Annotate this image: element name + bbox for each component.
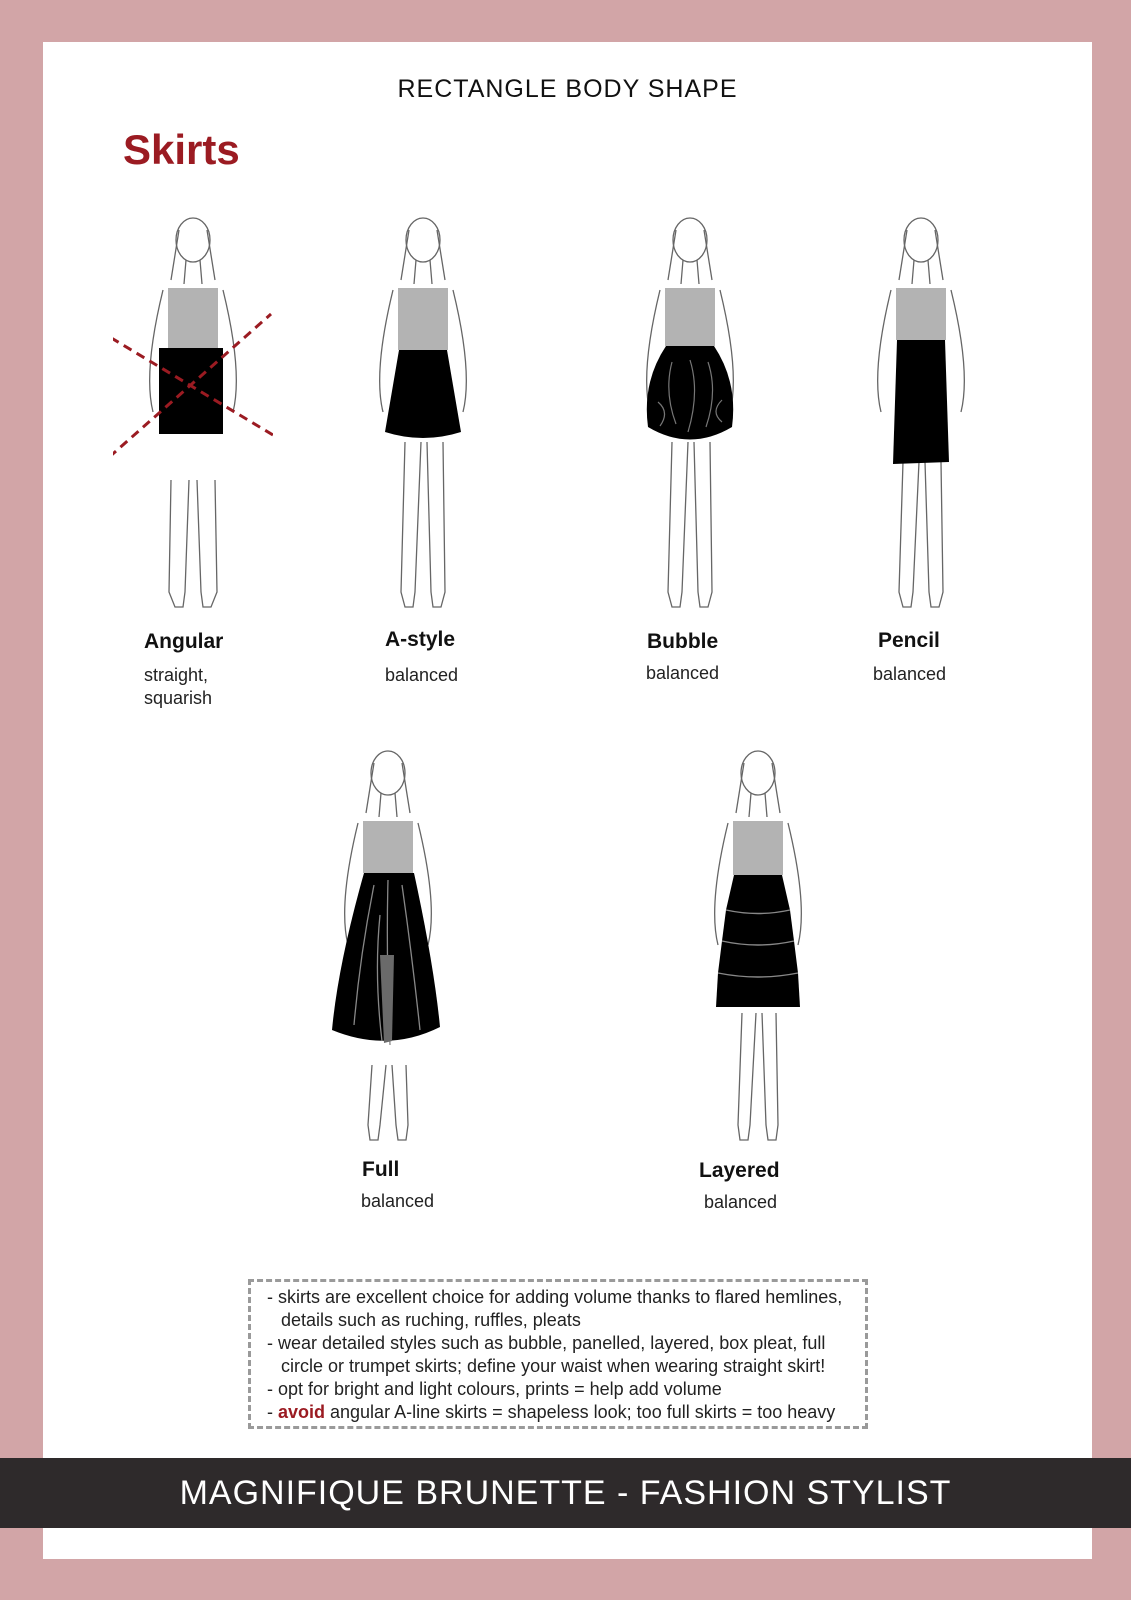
skirt-name-a-style: A-style (385, 628, 456, 651)
avoid-highlight: avoid (278, 1402, 326, 1422)
bubble-skirt-illustration (610, 212, 770, 612)
document-page (43, 42, 1092, 1559)
full-skirt-illustration (308, 745, 468, 1145)
skirt-desc-full: balanced (361, 1191, 435, 1211)
tip-detailed-styles: - wear detailed styles such as bubble, panelled, layered, box pleat, full circle or trumpet skirts; define your waist when wearing straight skirt! (267, 1333, 826, 1376)
figure-full (308, 745, 468, 1145)
skirt-desc-a-style: balanced (385, 665, 459, 685)
page-title: RECTANGLE BODY SHAPE (397, 75, 738, 103)
tip-avoid-text: angular A-line skirts = shapeless look; too full skirts = too heavy (325, 1402, 836, 1422)
angular-skirt-illustration (113, 212, 273, 612)
figure-angular (113, 212, 273, 612)
tips-box (248, 1279, 868, 1429)
skirt-desc-angular-1: straight, (144, 665, 209, 685)
layered-skirt-illustration (678, 745, 838, 1145)
tip-avoid-prefix: - (267, 1402, 278, 1422)
skirt-desc-pencil: balanced (873, 664, 947, 684)
skirt-desc-angular-2: squarish (144, 688, 213, 708)
figure-pencil (841, 212, 1001, 612)
skirt-name-full: Full (362, 1158, 400, 1181)
skirt-desc-bubble: balanced (646, 663, 720, 683)
skirt-name-angular: Angular (144, 630, 224, 653)
figure-bubble (610, 212, 770, 612)
tip-volume: - skirts are excellent choice for adding volume thanks to flared hemlines, details such as ruching, ruffles, pleats (267, 1287, 843, 1330)
pencil-skirt-illustration (841, 212, 1001, 612)
skirt-name-layered: Layered (699, 1159, 780, 1182)
tip-colours: - opt for bright and light colours, prints = help add volume (267, 1379, 722, 1399)
figure-layered (678, 745, 838, 1145)
skirt-name-bubble: Bubble (647, 630, 719, 653)
a-style-skirt-illustration (343, 212, 503, 612)
skirt-desc-layered: balanced (704, 1192, 778, 1212)
tip-avoid (261, 1401, 855, 1424)
footer-banner: MAGNIFIQUE BRUNETTE - FASHION STYLIST (0, 1458, 1131, 1528)
figure-a-style (343, 212, 503, 612)
section-title: Skirts (123, 126, 240, 173)
skirt-name-pencil: Pencil (878, 629, 940, 652)
